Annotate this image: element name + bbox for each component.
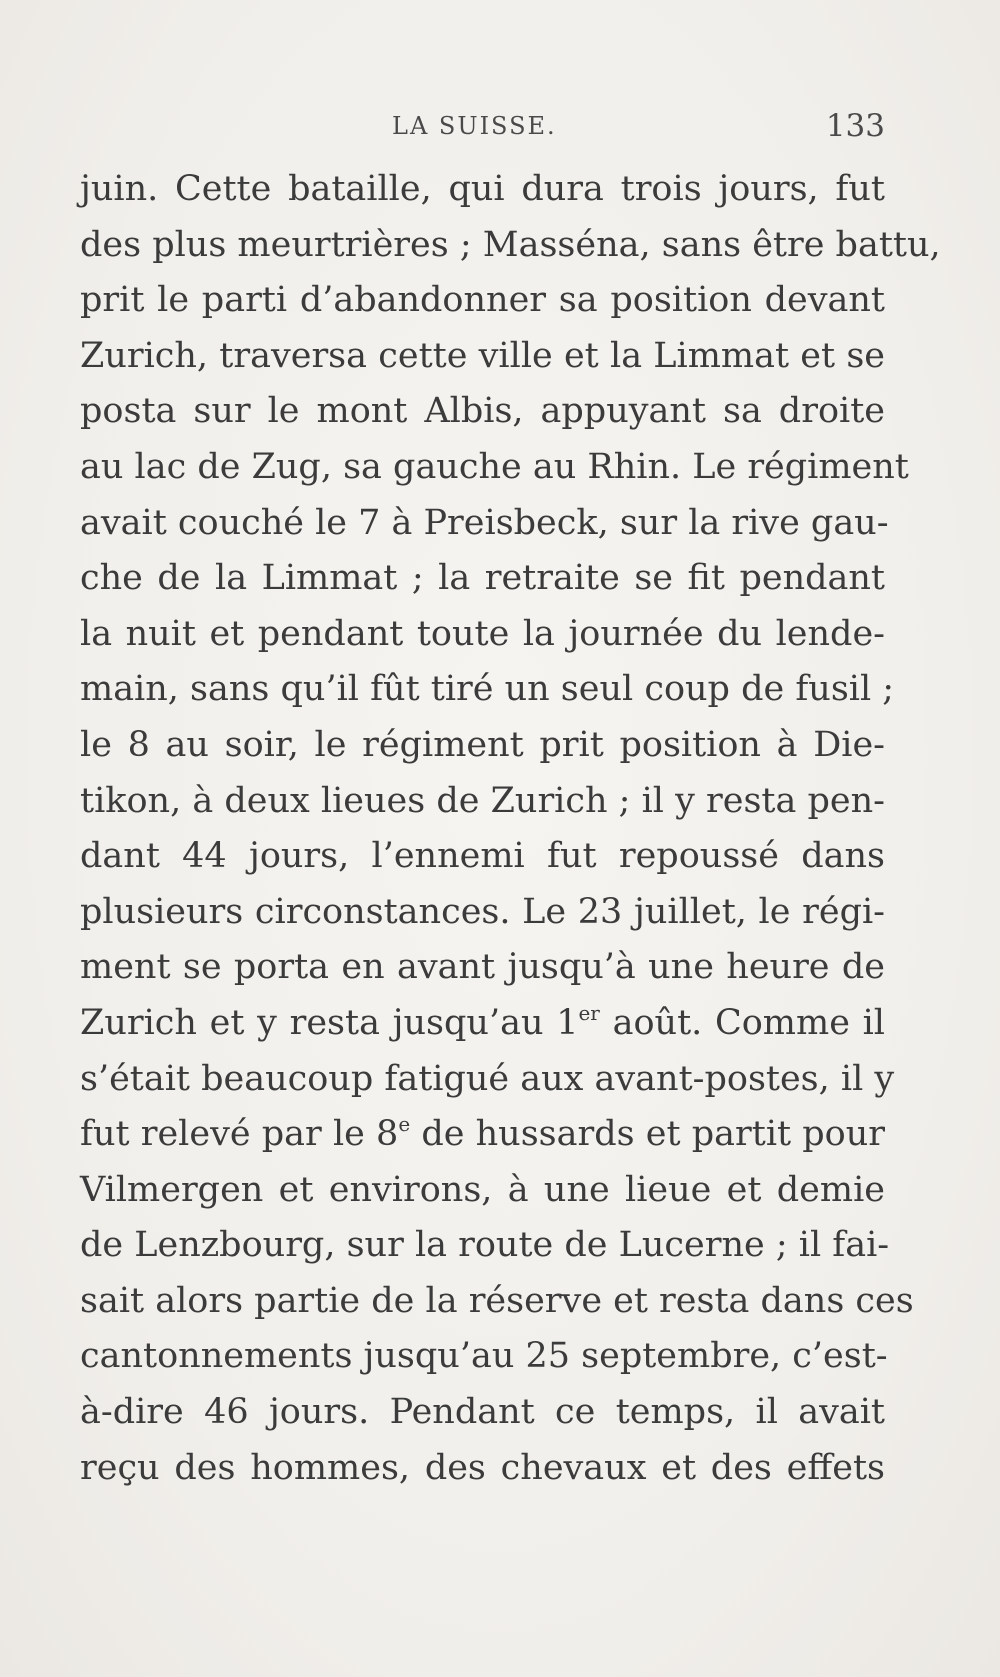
- text-line: ment se porta en avant jusqu’à une heure de: [80, 947, 885, 988]
- text-line: Vilmergen et environs, à une lieue et demie: [80, 1169, 885, 1210]
- text-line: reçu des hommes, des chevaux et des effets: [80, 1447, 885, 1488]
- text-line: juin. Cette bataille, qui dura trois jours, fut: [80, 169, 885, 209]
- text-line: dant 44 jours, l’ennemi fut repoussé dans: [80, 836, 885, 877]
- body-text: [80, 162, 941, 1496]
- running-title: LA SUISSE.: [392, 112, 557, 140]
- text-line: sait alors partie de la réserve et resta dans ces: [80, 1280, 914, 1321]
- text-line: avait couché le 7 à Preisbeck, sur la rive gau-: [80, 502, 889, 543]
- text-segment: Zurich et y resta jusqu’au 1: [80, 1002, 579, 1043]
- text-line: s’était beaucoup fatigué aux avant-postes, il y: [80, 1058, 895, 1099]
- text-line: cantonnements jusqu’au 25 septembre, c’est-: [80, 1336, 888, 1377]
- text-line: plusieurs circonstances. Le 23 juillet, le régi-: [80, 891, 885, 932]
- text-line: [80, 996, 885, 1052]
- superscript: er: [578, 1000, 600, 1025]
- text-line: tikon, à deux lieues de Zurich ; il y resta pen-: [80, 780, 885, 821]
- text-line: Zurich, traversa cette ville et la Limmat et se: [80, 335, 885, 376]
- text-line: de Lenzbourg, sur la route de Lucerne ; il fai-: [80, 1225, 890, 1266]
- text-line: au lac de Zug, sa gauche au Rhin. Le régiment: [80, 446, 909, 487]
- text-line: che de la Limmat ; la retraite se fit pendant: [80, 558, 885, 599]
- text-segment: de hussards et partit pour: [410, 1114, 886, 1155]
- page-number: 133: [825, 108, 885, 144]
- text-segment: fut relevé par le 8: [80, 1114, 399, 1155]
- text-line: posta sur le mont Albis, appuyant sa droite: [80, 391, 885, 432]
- text-line: le 8 au soir, le régiment prit position à Die-: [80, 724, 885, 765]
- superscript: e: [398, 1112, 411, 1137]
- text-segment: août. Comme il: [599, 1002, 885, 1043]
- running-head: [80, 108, 885, 148]
- text-line: à-dire 46 jours. Pendant ce temps, il avait: [80, 1392, 885, 1433]
- text-line: prit le parti d’abandonner sa position devant: [80, 280, 885, 321]
- text-line: des plus meurtrières ; Masséna, sans être battu,: [80, 224, 941, 265]
- text-line: main, sans qu’il fût tiré un seul coup de fusil ;: [80, 669, 895, 710]
- text-line: [80, 1107, 885, 1163]
- text-line: la nuit et pendant toute la journée du lende-: [80, 613, 885, 654]
